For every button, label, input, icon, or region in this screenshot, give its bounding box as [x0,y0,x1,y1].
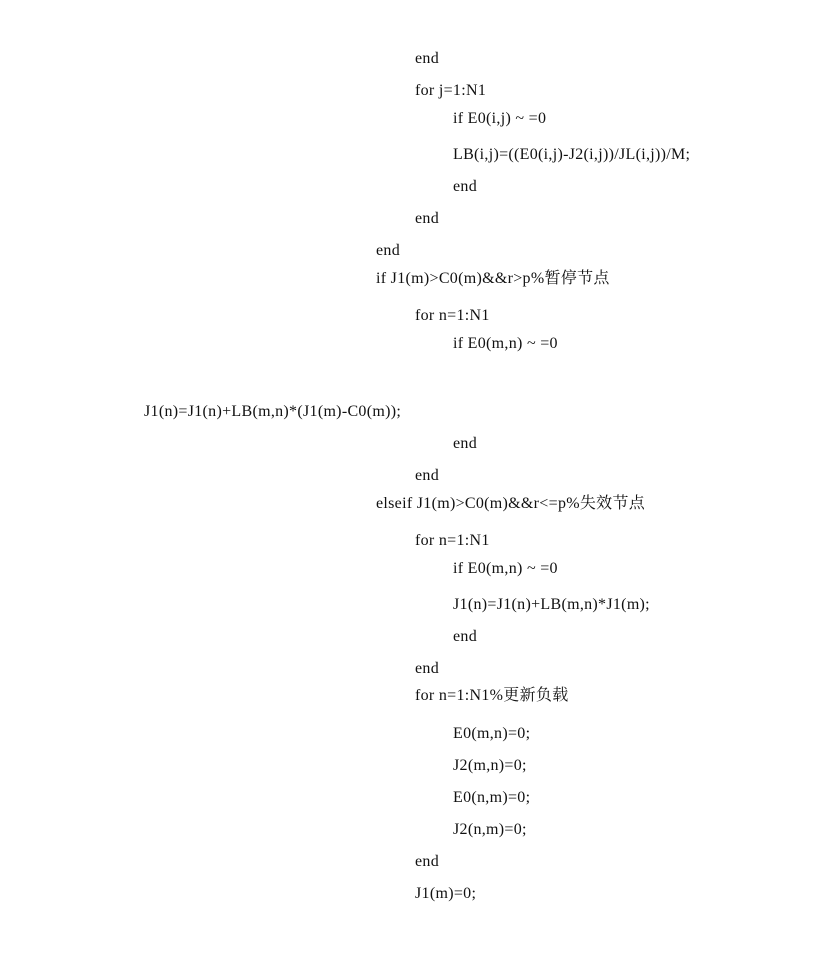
code-line-4: LB(i,j)=((E0(i,j)-J2(i,j))/JL(i,j))/M; [453,146,691,163]
code-line-6: end [415,210,440,227]
code-line-23: E0(n,m)=0; [453,789,531,806]
code-line-16: if E0(m,n) ~ =0 [453,560,558,577]
code-line-22: J2(m,n)=0; [453,757,527,774]
code-line-12: end [453,435,478,452]
code-line-9: for n=1:N1 [415,307,490,324]
code-line-20: for n=1:N1%更新负载 [415,687,569,704]
code-line-5: end [453,178,478,195]
code-line-25: end [415,853,440,870]
code-line-17: J1(n)=J1(n)+LB(m,n)*J1(m); [453,596,650,613]
code-line-8: if J1(m)>C0(m)&&r>p%暂停节点 [376,270,610,287]
code-line-24: J2(n,m)=0; [453,821,527,838]
code-line-14: elseif J1(m)>C0(m)&&r<=p%失效节点 [376,495,646,512]
code-line-1: end [415,50,440,67]
code-line-19: end [415,660,440,677]
code-line-21: E0(m,n)=0; [453,725,531,742]
code-line-13: end [415,467,440,484]
code-line-3: if E0(i,j) ~ =0 [453,110,547,127]
code-line-7: end [376,242,401,259]
code-line-26: J1(m)=0; [415,885,477,902]
code-line-10: if E0(m,n) ~ =0 [453,335,558,352]
code-line-11: J1(n)=J1(n)+LB(m,n)*(J1(m)-C0(m)); [144,403,402,420]
code-line-18: end [453,628,478,645]
code-line-2: for j=1:N1 [415,82,487,99]
code-line-15: for n=1:N1 [415,532,490,549]
